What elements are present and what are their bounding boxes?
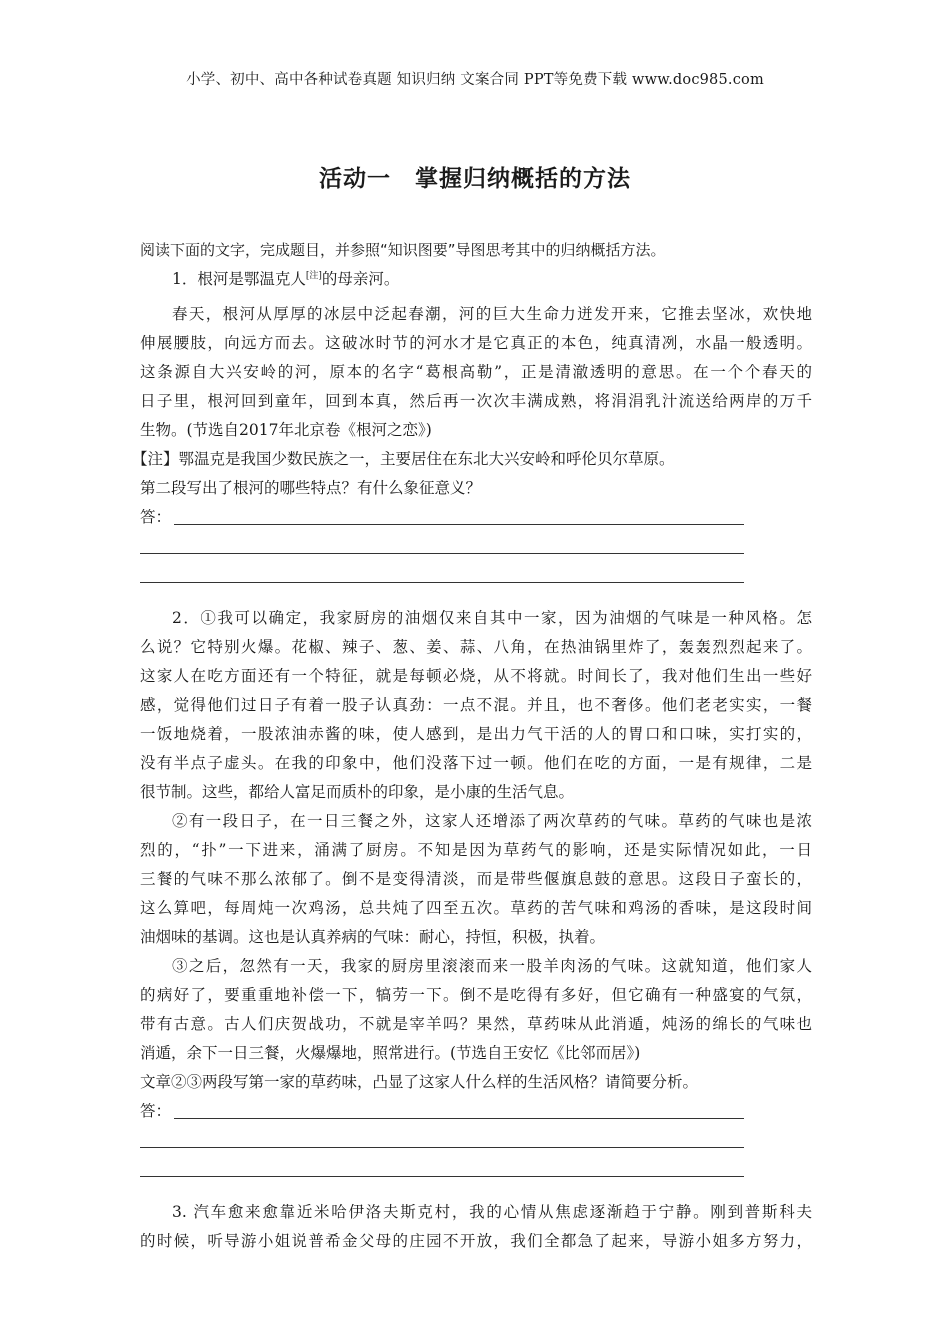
q1-note: 【注】鄂温克是我国少数民族之一，主要居住在东北大兴安岭和呼伦贝尔草原。 <box>132 450 675 468</box>
q2-passage-line: 感，觉得他们过日子有着一股子认真劲：一点不混。并且，也不奢侈。他们老老实实，一餐 <box>140 696 812 714</box>
answer-label: 答： <box>140 508 172 526</box>
q1-passage-line: 春天，根河从厚厚的冰层中泛起春潮，河的巨大生命力迸发开来，它推去坚冰，欢快地 <box>172 305 812 323</box>
q2-passage-line: 2．①我可以确定，我家厨房的油烟仅来自其中一家，因为油烟的气味是一种风格。怎 <box>172 609 812 627</box>
q1-passage-line: 生物。(节选自2017年北京卷《根河之恋》) <box>140 421 432 439</box>
page-title: 活动一 掌握归纳概括的方法 <box>319 166 631 192</box>
q2-passage-line: 烈的，“扑”一下进来，涌满了厨房。不知是因为草药气的影响，还是实际情况如此，一日 <box>140 841 812 859</box>
q2-passage-line: 一饭地烧着，一股浓油赤酱的味，使人感到，是出力气干活的人的胃口和口味，实打实的， <box>140 725 812 743</box>
q1-question: 第二段写出了根河的哪些特点？有什么象征意义？ <box>140 479 482 497</box>
q2-passage-line: 消遁，余下一日三餐，火爆爆地，照常进行。(节选自王安忆《比邻而居》) <box>140 1044 641 1062</box>
instructions: 阅读下面的文字，完成题目，并参照“知识图要”导图思考其中的归纳概括方法。 <box>140 241 666 259</box>
q3-passage-line: 3. 汽车愈来愈靠近米哈伊洛夫斯克村，我的心情从焦虑逐渐趋于宁静。刚到普斯科夫 <box>172 1203 812 1221</box>
note-label: 【注】 <box>132 450 179 468</box>
q2-passage-line: 很节制。这些，都给人富足而质朴的印象，是小康的生活气息。 <box>140 783 575 801</box>
q1-passage-line: 伸展腰肢，向远方而去。这破冰时节的河水才是它真正的本色，纯真清冽，水晶一般透明。 <box>140 334 812 352</box>
page-header: 小学、初中、高中各种试卷真题 知识归纳 文案合同 PPT等免费下载 www.doc985.com <box>186 72 764 88</box>
q1-answer-blank[interactable] <box>140 532 812 561</box>
q2-passage-line: 没有半点子虚头。在我的印象中，他们没落下过一顿。他们在吃的方面，一是有规律，二是 <box>140 754 812 772</box>
document-body <box>132 236 812 1256</box>
q1-passage-line: 这条源自大兴安岭的河，原本的名字“葛根高勒”，正是清澈透明的意思。在一个个春天的 <box>140 363 812 381</box>
q2-passage-line: ②有一段日子，在一日三餐之外，这家人还增添了两次草药的气味。草药的气味也是浓 <box>172 812 812 830</box>
q2-passage-line: 这家人在吃方面还有一个特征，就是每顿必烧，从不将就。时间长了，我对他们生出一些好 <box>140 667 812 685</box>
q3-passage-line: 的时候，听导游小姐说普希金父母的庄园不开放，我们全都急了起来，导游小姐多方努力， <box>140 1232 812 1250</box>
q2-passage-line: 油烟味的基调。这也是认真养病的气味：耐心，持恒，积极，执着。 <box>140 928 606 946</box>
q2-passage-line: 带有古意。古人们庆贺战功，不就是宰羊吗？果然，草药味从此消遁，炖汤的绵长的气味也 <box>140 1015 812 1033</box>
q2-answer-blank[interactable] <box>140 1155 812 1184</box>
q2-passage-line: 三餐的气味不那么浓郁了。倒不是变得清淡，而是带些偃旗息鼓的意思。这段日子蛮长的， <box>140 870 812 888</box>
q1-heading: 1．根河是鄂温克人[注]的母亲河。 <box>172 270 400 288</box>
note-marker: [注] <box>305 271 322 281</box>
q1-passage-line: 日子里，根河回到童年，回到本真，然后再一次次丰满成熟，将涓涓乳汁流送给两岸的万千 <box>140 392 812 410</box>
q2-question: 文章②③两段写第一家的草药味，凸显了这家人什么样的生活风格？请简要分析。 <box>140 1073 699 1091</box>
answer-label: 答： <box>140 1102 172 1120</box>
q2-answer-line[interactable] <box>140 1097 812 1126</box>
q2-answer-blank[interactable] <box>140 1126 812 1155</box>
q2-passage-line: 么说？它特别火爆。花椒、辣子、葱、姜、蒜、八角，在热油锅里炸了，轰轰烈烈起来了。 <box>140 638 812 656</box>
q1-answer-line[interactable] <box>140 503 812 532</box>
q2-passage-line: ③之后，忽然有一天，我家的厨房里滚滚而来一股羊肉汤的气味。这就知道，他们家人 <box>172 957 812 975</box>
q1-answer-blank[interactable] <box>140 561 812 590</box>
q2-passage-line: 的病好了，要重重地补偿一下，犒劳一下。倒不是吃得有多好，但它确有一种盛宴的气氛， <box>140 986 812 1004</box>
q2-passage-line: 这么算吧，每周炖一次鸡汤，总共炖了四至五次。草药的苦气味和鸡汤的香味，是这段时间 <box>140 899 812 917</box>
